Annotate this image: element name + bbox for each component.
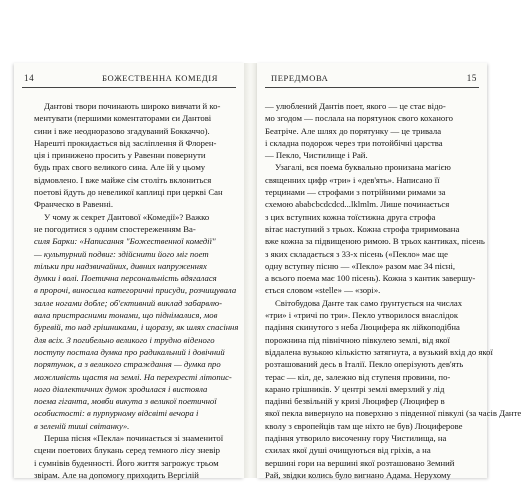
right-running-title: ПЕРЕДМОВА [271, 73, 329, 83]
book-gutter [244, 63, 257, 478]
text-line: карано грішників. У центрі землі вмерзлий у лід [265, 383, 445, 394]
text-line: Перша пісня «Пекла» починається зі знаменитої [44, 433, 224, 444]
text-line: вітає наступний з трьох. Кожна строфа триримована [265, 223, 460, 234]
text-line: ція і принижено просить у Равенни повернути [34, 150, 206, 161]
text-line: буревій, то над грішниками, і щоразу, як шлях спасіння [34, 322, 239, 333]
text-line: вала пристрасними тонами, що піднімалися, мов [34, 310, 218, 321]
right-page-number: 15 [466, 73, 477, 83]
text-line: ментувати (першими коментаторами єи Дантові [34, 113, 212, 124]
text-line: Дантові твори починають широко вивчати й ко- [44, 101, 221, 111]
text-line: поступу постала думка про радикальний і довічний [34, 346, 225, 357]
text-line: порятунок, а з великого страждання — думка про [34, 359, 221, 370]
left-running-title: БОЖЕСТВЕННА КОМЕДІЯ [102, 73, 218, 83]
text-line: падіння утворило височенну гору Чистилища, на [265, 433, 447, 444]
text-line: ного діалектичних думок зродилася і вистояла [34, 383, 208, 394]
right-page [257, 63, 521, 480]
text-line: схемою ababcbcdcdcd...lklmlm. Лише починається [265, 199, 450, 210]
text-line: віддалена вузькою кількістю затягнута, а вузький вхід до якої [265, 346, 493, 357]
text-line: в пророчі, виносила категоричні присуди, розчищувала [34, 285, 237, 296]
text-line: вже кожна за підвищеною римою. В трьох кантиках, пісень [265, 236, 485, 247]
text-line: і сумнівів буденності. Його життя загрожує трьом [34, 457, 219, 468]
text-line: «три» і «тричі по три». Пекло утворилося внаслідок [265, 310, 459, 321]
text-line: з цих вступних кожна тоїстижна друга строфа [265, 211, 436, 222]
text-line: священних цифр «три» і «дев'ять». Написано її [265, 174, 440, 185]
text-line: сини і вже неодноразово згадуваний Боккаччо). [34, 125, 210, 136]
text-line: вершині гори на вершині якої розташовано Земний [265, 457, 455, 468]
text-line: Рай, звідки колись було вигнано Адама. Нерухому [265, 469, 451, 480]
text-line: тільки при надзвичайних, дивних напруженнях [34, 260, 207, 271]
text-line: терцинами — строфами з потрійними римами за [265, 187, 446, 198]
text-line: силя Барки: «Написання "Божественної комедії" [34, 236, 216, 247]
text-line: а всього поема має 100 пісень). Кожна з кантик завершу- [265, 273, 476, 284]
text-line: будь прах свого великого сина. Але їй у цьому [34, 162, 206, 173]
text-line: не погодитися з одним спостереженням Ва- [34, 223, 196, 234]
text-line: думки і волі. Поетична персональність вдягалася [34, 273, 217, 284]
text-line: Узагалі, вся поема буквально пронизана магією [275, 162, 451, 173]
text-line: розташований десь в Італії. Пекло оперізують дев'ять [265, 359, 464, 370]
right-running-header [265, 73, 479, 87]
text-line: поетові йдуть до невеликої каплиці при церкві Сан [34, 187, 223, 198]
text-line: Світобудова Данте так само ґрунтується на числах [275, 297, 463, 308]
text-line: якої пекла вивернуло на поверхню з південної півкулі (за часів Данте [265, 408, 521, 419]
text-line: мо згодом — послала на порятунок свого коханого [265, 113, 453, 124]
text-line: особистості: в пурпурному відсвіті вечора і [34, 408, 199, 419]
text-line: Нарешті прокидається від засліплення й Флорен- [34, 137, 217, 148]
text-line: терас — кіл, де, залежно від ступеня провини, по- [265, 371, 451, 382]
text-line: і складна подорож через три потойбічні царства [265, 137, 443, 148]
text-line: ється словом «stelle» — «зорі». [265, 285, 381, 296]
left-running-header [22, 73, 236, 87]
left-page [14, 63, 244, 478]
text-line: — культурний подвиг: здійснити його міг поет [34, 248, 209, 259]
text-line: — Пекло, Чистилище і Рай. [265, 150, 368, 161]
text-line: У чому ж секрет Дантової «Комедії»? Важко [44, 211, 210, 222]
text-line: в зеленій тиші світанку». [34, 420, 130, 431]
text-line: Франческо в Равенні. [34, 199, 114, 210]
text-line: Беатріче. Але шлях до порятунку — це тривала [265, 125, 442, 136]
text-line: одну вступну пісню — «Пекло» разом має 34 пісні, [265, 260, 456, 271]
left-body-text [34, 100, 239, 481]
left-header-rule [22, 87, 236, 88]
text-line: сцени поетових блукань серед темного лісу зневір [34, 445, 220, 456]
text-line: відмовлено. І вже майже сім століть вклониться [34, 174, 212, 185]
text-line: поема гіганта, мовби викута з великої поетичної [34, 396, 217, 407]
text-line: з яких складається з 33-х пісень («Пекло» має ще [265, 248, 448, 259]
text-line: залле ногами добле; об'єктивний виклад забарвлю- [34, 297, 222, 308]
text-line: можливість щастя на землі. На перехресті літопис- [34, 371, 232, 382]
text-line: схилах якої душі очищуються від гріхів, а на [265, 445, 431, 456]
right-header-rule [265, 87, 479, 88]
left-page-number: 14 [24, 73, 35, 83]
text-line: звірам. Але на допомогу приходить Вергілій [34, 469, 199, 480]
text-line: для всіх. З погибельно великого і трудно віденого [34, 334, 215, 345]
text-line: кволу з європейців там ще ніхто не був) Люциферове [265, 420, 463, 431]
text-line: порожнина під північною півкулею землі, від якої [265, 334, 450, 345]
text-line: падіння скинутого з неба Люцифера як лійкоподібна [265, 322, 460, 333]
text-line: — улюблений Дантів поет, якого — це стає відо- [265, 101, 446, 111]
text-line: падінні безвільній у кризі Люцифер (Люцифер в [265, 396, 445, 407]
right-body-text [265, 100, 521, 481]
